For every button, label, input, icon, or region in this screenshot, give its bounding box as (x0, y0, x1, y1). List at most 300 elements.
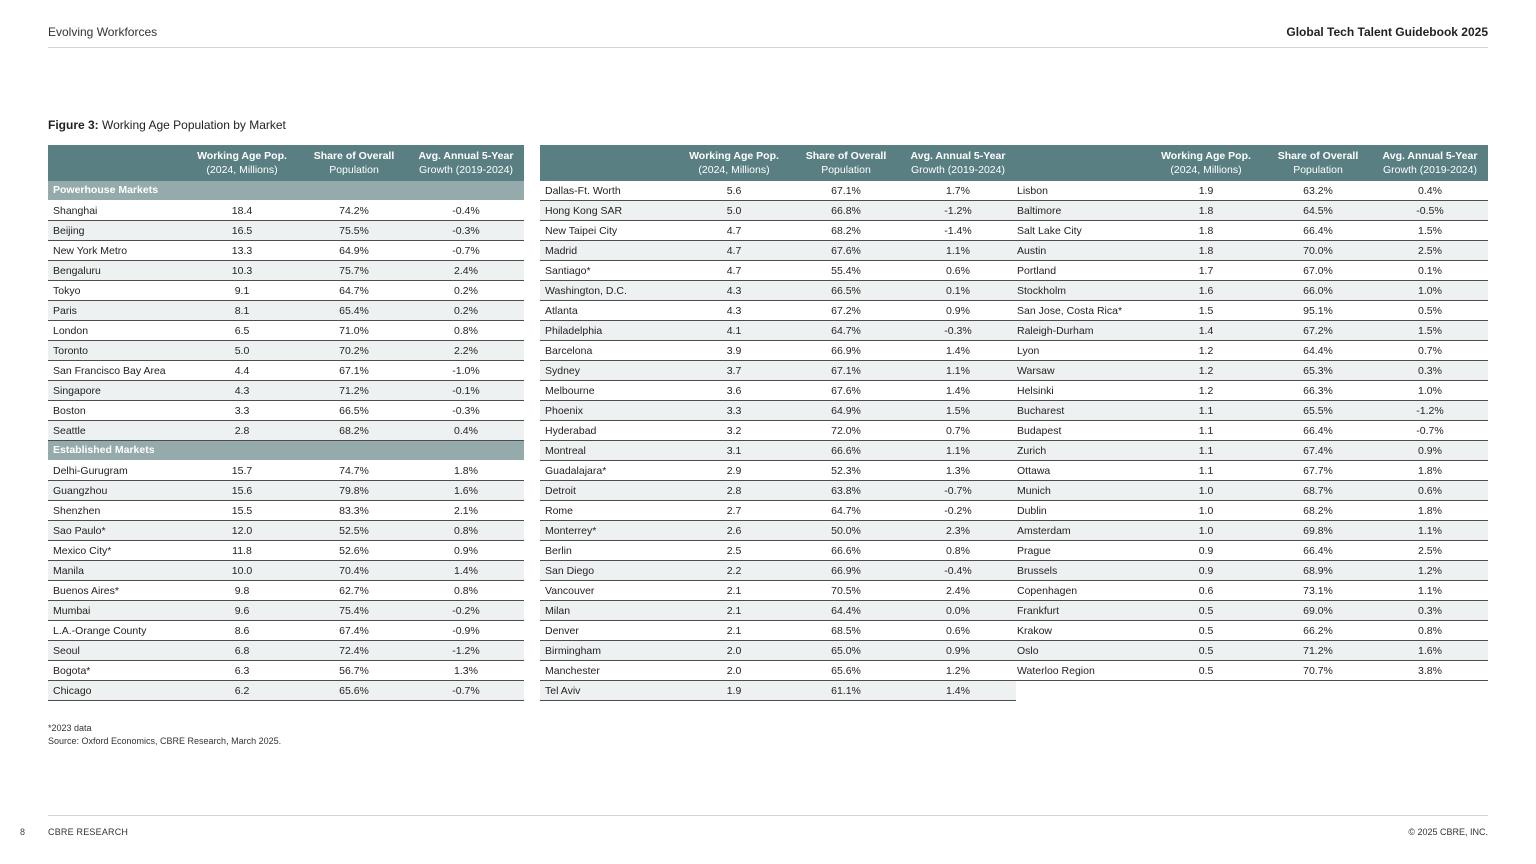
market-name: Sao Paulo* (53, 524, 106, 537)
market-name: Portland (1017, 264, 1057, 277)
table-row (540, 501, 1016, 521)
share-of-population: 67.1% (831, 184, 861, 197)
header-annual-growth-line1: Avg. Annual 5-Year (910, 150, 1006, 162)
market-name: Rome (545, 504, 574, 517)
share-of-population: 71.0% (339, 324, 369, 337)
table-row (48, 201, 524, 221)
share-of-population: 75.5% (339, 224, 369, 237)
market-name: Warsaw (1017, 364, 1055, 377)
table-row (1012, 461, 1488, 481)
figure-title (48, 118, 286, 132)
share-of-population: 66.4% (1303, 544, 1333, 557)
table-right (1012, 145, 1488, 681)
market-name: Denver (545, 624, 579, 637)
working-age-pop: 0.5 (1198, 664, 1214, 677)
annual-growth: 1.4% (946, 344, 970, 357)
table-row (1012, 361, 1488, 381)
table-row (540, 241, 1016, 261)
market-name: Prague (1017, 544, 1051, 557)
working-age-pop: 1.0 (1198, 504, 1214, 517)
header-annual-growth (1374, 149, 1486, 177)
share-of-population: 73.1% (1303, 584, 1333, 597)
annual-growth: 0.6% (946, 264, 970, 277)
header-share-of-population-line2: Population (1293, 164, 1343, 176)
market-name: Oslo (1017, 644, 1039, 657)
share-of-population: 72.4% (339, 644, 369, 657)
share-of-population: 66.9% (831, 344, 861, 357)
working-age-pop: 5.0 (234, 344, 250, 357)
working-age-pop: 0.5 (1198, 604, 1214, 617)
header-annual-growth-line1: Avg. Annual 5-Year (1382, 150, 1478, 162)
header-share-of-population (298, 149, 410, 177)
table-row (48, 301, 524, 321)
share-of-population: 66.6% (831, 444, 861, 457)
annual-growth: -1.4% (944, 224, 972, 237)
header-working-age-pop-line2: (2024, Millions) (1170, 164, 1242, 176)
annual-growth: 0.7% (1418, 344, 1442, 357)
share-of-population: 52.6% (339, 544, 369, 557)
market-name: Ottawa (1017, 464, 1051, 477)
annual-growth: 2.5% (1418, 244, 1442, 257)
table-row (540, 261, 1016, 281)
market-name: Beijing (53, 224, 85, 237)
table-row (1012, 561, 1488, 581)
market-name: Tel Aviv (545, 684, 581, 697)
annual-growth: 1.1% (946, 364, 970, 377)
working-age-pop: 4.3 (726, 304, 742, 317)
working-age-pop: 6.3 (234, 664, 250, 677)
share-of-population: 66.5% (339, 404, 369, 417)
table-row (1012, 421, 1488, 441)
annual-growth: -0.2% (944, 504, 972, 517)
working-age-pop: 0.5 (1198, 644, 1214, 657)
header-share-of-population-line1: Share of Overall (313, 150, 395, 162)
table-row (1012, 281, 1488, 301)
table-row (1012, 481, 1488, 501)
share-of-population: 63.2% (1303, 184, 1333, 197)
share-of-population: 68.2% (831, 224, 861, 237)
annual-growth: -1.2% (452, 644, 480, 657)
table-row (540, 541, 1016, 561)
share-of-population: 65.5% (1303, 404, 1333, 417)
market-name: Helsinki (1017, 384, 1054, 397)
annual-growth: 1.4% (946, 384, 970, 397)
table-row (1012, 441, 1488, 461)
annual-growth: -0.3% (944, 324, 972, 337)
market-name: Phoenix (545, 404, 583, 417)
header-working-age-pop-line1: Working Age Pop. (1161, 150, 1251, 162)
market-name: Sydney (545, 364, 581, 377)
market-name: London (53, 324, 89, 337)
share-of-population: 66.6% (831, 544, 861, 557)
share-of-population: 64.7% (339, 284, 369, 297)
market-name: Mumbai (53, 604, 91, 617)
annual-growth: 0.9% (946, 644, 970, 657)
working-age-pop: 6.8 (234, 644, 250, 657)
table-row (1012, 661, 1488, 681)
share-of-population: 64.9% (339, 244, 369, 257)
market-name: Frankfurt (1017, 604, 1060, 617)
market-name: Boston (53, 404, 86, 417)
annual-growth: 0.8% (1418, 624, 1442, 637)
table-row (1012, 521, 1488, 541)
working-age-pop: 2.9 (726, 464, 742, 477)
share-of-population: 67.2% (1303, 324, 1333, 337)
working-age-pop: 2.8 (726, 484, 742, 497)
header-working-age-pop (1150, 149, 1262, 177)
working-age-pop: 3.2 (726, 424, 742, 437)
market-name: Shanghai (53, 204, 98, 217)
working-age-pop: 3.7 (726, 364, 742, 377)
annual-growth: 0.5% (1418, 304, 1442, 317)
table-row (540, 401, 1016, 421)
annual-growth: -0.4% (452, 204, 480, 217)
table-row (48, 481, 524, 501)
market-name: Melbourne (545, 384, 595, 397)
annual-growth: 1.2% (1418, 564, 1442, 577)
working-age-pop: 5.6 (726, 184, 742, 197)
market-name: Singapore (53, 384, 101, 397)
share-of-population: 66.9% (831, 564, 861, 577)
table-row (540, 221, 1016, 241)
footnote (48, 722, 281, 748)
share-of-population: 66.0% (1303, 284, 1333, 297)
table-row (1012, 641, 1488, 661)
annual-growth: 1.7% (946, 184, 970, 197)
share-of-population: 74.2% (339, 204, 369, 217)
working-age-pop: 4.7 (726, 264, 742, 277)
table-row (1012, 541, 1488, 561)
market-name: Milan (545, 604, 571, 617)
document-title: Global Tech Talent Guidebook 2025 (1286, 25, 1488, 39)
table-row (48, 561, 524, 581)
annual-growth: -0.3% (452, 224, 480, 237)
share-of-population: 62.7% (339, 584, 369, 597)
working-age-pop: 1.1 (1198, 464, 1214, 477)
share-of-population: 61.1% (831, 684, 861, 697)
market-name: Dallas-Ft. Worth (545, 184, 621, 197)
share-of-population: 66.5% (831, 284, 861, 297)
market-name: Seoul (53, 644, 80, 657)
working-age-pop: 0.5 (1198, 624, 1214, 637)
share-of-population: 64.7% (831, 504, 861, 517)
table-row (540, 681, 1016, 701)
annual-growth: 3.8% (1418, 664, 1442, 677)
market-name: Buenos Aires* (53, 584, 119, 597)
market-name: Budapest (1017, 424, 1062, 437)
market-name: Bogota* (53, 664, 91, 677)
table-row (1012, 401, 1488, 421)
share-of-population: 66.3% (1303, 384, 1333, 397)
working-age-pop: 12.0 (231, 524, 253, 537)
annual-growth: 0.8% (946, 544, 970, 557)
share-of-population: 79.8% (339, 484, 369, 497)
market-name: Hyderabad (545, 424, 597, 437)
table-row (48, 541, 524, 561)
working-age-pop: 8.6 (234, 624, 250, 637)
annual-growth: 0.8% (454, 324, 478, 337)
annual-growth: 1.3% (454, 664, 478, 677)
market-name: Detroit (545, 484, 576, 497)
working-age-pop: 1.2 (1198, 384, 1214, 397)
annual-growth: -0.9% (452, 624, 480, 637)
market-name: Guadalajara* (545, 464, 607, 477)
working-age-pop: 0.6 (1198, 584, 1214, 597)
share-of-population: 68.2% (339, 424, 369, 437)
working-age-pop: 1.1 (1198, 424, 1214, 437)
working-age-pop: 10.0 (231, 564, 253, 577)
table-row (540, 581, 1016, 601)
page-number: 8 (20, 827, 26, 837)
table-row (1012, 381, 1488, 401)
footnote-note: *2023 data (48, 723, 92, 733)
table-row (540, 361, 1016, 381)
table-row (48, 681, 524, 701)
working-age-pop: 3.1 (726, 444, 742, 457)
working-age-pop: 8.1 (234, 304, 250, 317)
header-divider (48, 47, 1488, 48)
share-of-population: 71.2% (339, 384, 369, 397)
annual-growth: -1.0% (452, 364, 480, 377)
table-row (1012, 321, 1488, 341)
annual-growth: 2.5% (1418, 544, 1442, 557)
table-row (1012, 201, 1488, 221)
working-age-pop: 1.1 (1198, 404, 1214, 417)
figure-label: Figure 3: (48, 118, 99, 132)
header-share-of-population (1262, 149, 1374, 177)
header-annual-growth (410, 149, 522, 177)
working-age-pop: 11.8 (232, 544, 252, 557)
annual-growth: -0.5% (1416, 204, 1444, 217)
market-name: Tokyo (53, 284, 81, 297)
annual-growth: -0.3% (452, 404, 480, 417)
annual-growth: 1.2% (946, 664, 970, 677)
share-of-population: 67.2% (831, 304, 861, 317)
working-age-pop: 4.3 (234, 384, 250, 397)
working-age-pop: 2.1 (726, 624, 742, 637)
header-annual-growth-line1: Avg. Annual 5-Year (418, 150, 514, 162)
annual-growth: 0.9% (454, 544, 478, 557)
share-of-population: 67.4% (339, 624, 369, 637)
header-working-age-pop (186, 149, 298, 177)
working-age-pop: 0.9 (1198, 564, 1214, 577)
table-row (540, 381, 1016, 401)
header-share-of-population (790, 149, 902, 177)
market-name: Baltimore (1017, 204, 1062, 217)
share-of-population: 56.7% (339, 664, 369, 677)
share-of-population: 66.2% (1303, 624, 1333, 637)
table-row (48, 521, 524, 541)
share-of-population: 50.0% (831, 524, 861, 537)
share-of-population: 72.0% (831, 424, 861, 437)
market-name: Seattle (53, 424, 86, 437)
table-row (540, 641, 1016, 661)
market-name: San Diego (545, 564, 595, 577)
header-working-age-pop-line2: (2024, Millions) (206, 164, 278, 176)
annual-growth: 1.5% (1418, 324, 1442, 337)
header-share-of-population-line1: Share of Overall (1277, 150, 1359, 162)
annual-growth: 1.5% (1418, 224, 1442, 237)
share-of-population: 67.7% (1303, 464, 1333, 477)
table-row (48, 281, 524, 301)
working-age-pop: 13.3 (231, 244, 253, 257)
annual-growth: -0.7% (452, 244, 480, 257)
table-row (48, 641, 524, 661)
market-name: Krakow (1017, 624, 1053, 637)
annual-growth: -0.7% (452, 684, 480, 697)
working-age-pop: 4.1 (726, 324, 742, 337)
share-of-population: 71.2% (1303, 644, 1333, 657)
table-row (48, 601, 524, 621)
market-name: Toronto (53, 344, 89, 357)
table-row (48, 661, 524, 681)
share-of-population: 65.6% (339, 684, 369, 697)
market-name: Shenzhen (53, 504, 101, 517)
table-row (540, 601, 1016, 621)
annual-growth: 1.0% (1418, 284, 1442, 297)
annual-growth: -1.2% (1416, 404, 1444, 417)
working-age-pop: 6.5 (234, 324, 250, 337)
table-middle (540, 145, 1016, 701)
share-of-population: 63.8% (831, 484, 861, 497)
working-age-pop: 16.5 (231, 224, 253, 237)
market-name: Manchester (545, 664, 600, 677)
table-row (48, 381, 524, 401)
working-age-pop: 1.4 (1198, 324, 1214, 337)
working-age-pop: 4.7 (726, 244, 742, 257)
table-row (1012, 241, 1488, 261)
market-name: Brussels (1017, 564, 1058, 577)
table-row (48, 221, 524, 241)
table-row (1012, 341, 1488, 361)
working-age-pop: 2.5 (726, 544, 742, 557)
annual-growth: 0.8% (454, 584, 478, 597)
share-of-population: 65.0% (831, 644, 861, 657)
market-name: L.A.-Orange County (53, 624, 147, 637)
share-of-population: 66.4% (1303, 424, 1333, 437)
working-age-pop: 2.0 (726, 644, 742, 657)
market-name: Barcelona (545, 344, 593, 357)
table-header (1012, 145, 1488, 181)
working-age-pop: 6.2 (234, 684, 250, 697)
annual-growth: 0.2% (454, 304, 478, 317)
working-age-pop: 1.8 (1198, 224, 1214, 237)
annual-growth: 0.2% (454, 284, 478, 297)
working-age-pop: 1.8 (1198, 244, 1214, 257)
table-row (1012, 181, 1488, 201)
market-name: Waterloo Region (1017, 664, 1095, 677)
table-row (48, 461, 524, 481)
table-row (1012, 301, 1488, 321)
table-powerhouse-established (48, 145, 524, 701)
header-annual-growth (902, 149, 1014, 177)
working-age-pop: 5.0 (726, 204, 742, 217)
annual-growth: 2.3% (946, 524, 970, 537)
table-row (48, 321, 524, 341)
annual-growth: 1.1% (1418, 524, 1442, 537)
working-age-pop: 9.6 (234, 604, 250, 617)
working-age-pop: 10.3 (231, 264, 253, 277)
working-age-pop: 1.1 (1198, 444, 1214, 457)
share-of-population: 69.0% (1303, 604, 1333, 617)
working-age-pop: 2.0 (726, 664, 742, 677)
table-row (540, 341, 1016, 361)
market-name: Salt Lake City (1017, 224, 1082, 237)
share-of-population: 65.3% (1303, 364, 1333, 377)
annual-growth: 1.3% (946, 464, 970, 477)
annual-growth: 1.4% (946, 684, 970, 697)
group-powerhouse-markets: Powerhouse Markets (48, 181, 524, 201)
share-of-population: 75.4% (339, 604, 369, 617)
market-name: Mexico City* (53, 544, 112, 557)
working-age-pop: 1.2 (1198, 364, 1214, 377)
annual-growth: 1.1% (1418, 584, 1442, 597)
market-name: San Francisco Bay Area (53, 364, 166, 377)
table-row (48, 401, 524, 421)
table-row (1012, 581, 1488, 601)
market-name: Guangzhou (53, 484, 108, 497)
market-name: Philadelphia (545, 324, 603, 337)
annual-growth: 1.1% (946, 244, 970, 257)
share-of-population: 64.5% (1303, 204, 1333, 217)
annual-growth: 0.9% (1418, 444, 1442, 457)
working-age-pop: 3.9 (726, 344, 742, 357)
market-name: Raleigh-Durham (1017, 324, 1094, 337)
table-row (540, 301, 1016, 321)
table-row (1012, 501, 1488, 521)
working-age-pop: 4.3 (726, 284, 742, 297)
table-row (1012, 621, 1488, 641)
annual-growth: -0.4% (944, 564, 972, 577)
share-of-population: 66.8% (831, 204, 861, 217)
share-of-population: 64.4% (1303, 344, 1333, 357)
annual-growth: 1.8% (1418, 504, 1442, 517)
annual-growth: 1.8% (454, 464, 478, 477)
market-name: Santiago* (545, 264, 591, 277)
market-name: Berlin (545, 544, 572, 557)
working-age-pop: 1.9 (1198, 184, 1214, 197)
table-row (540, 521, 1016, 541)
working-age-pop: 4.7 (726, 224, 742, 237)
share-of-population: 70.7% (1303, 664, 1333, 677)
share-of-population: 70.4% (339, 564, 369, 577)
footer-brand: CBRE RESEARCH (48, 827, 129, 837)
market-name: Vancouver (545, 584, 595, 597)
group-established-markets: Established Markets (48, 441, 524, 461)
market-name: Manila (53, 564, 84, 577)
share-of-population: 70.0% (1303, 244, 1333, 257)
header-working-age-pop (678, 149, 790, 177)
market-name: Stockholm (1017, 284, 1067, 297)
table-row (540, 561, 1016, 581)
table-row (48, 241, 524, 261)
footer-copyright: © 2025 CBRE, INC. (1408, 827, 1488, 837)
share-of-population: 67.0% (1303, 264, 1333, 277)
working-age-pop: 1.2 (1198, 344, 1214, 357)
share-of-population: 52.3% (831, 464, 861, 477)
share-of-population: 68.5% (831, 624, 861, 637)
market-name: New York Metro (53, 244, 128, 257)
annual-growth: 0.1% (1418, 264, 1442, 277)
annual-growth: 1.4% (454, 564, 478, 577)
share-of-population: 64.4% (831, 604, 861, 617)
share-of-population: 67.4% (1303, 444, 1333, 457)
market-name: Monterrey* (545, 524, 597, 537)
table-row (540, 621, 1016, 641)
share-of-population: 83.3% (339, 504, 369, 517)
share-of-population: 67.1% (831, 364, 861, 377)
working-age-pop: 1.0 (1198, 524, 1214, 537)
